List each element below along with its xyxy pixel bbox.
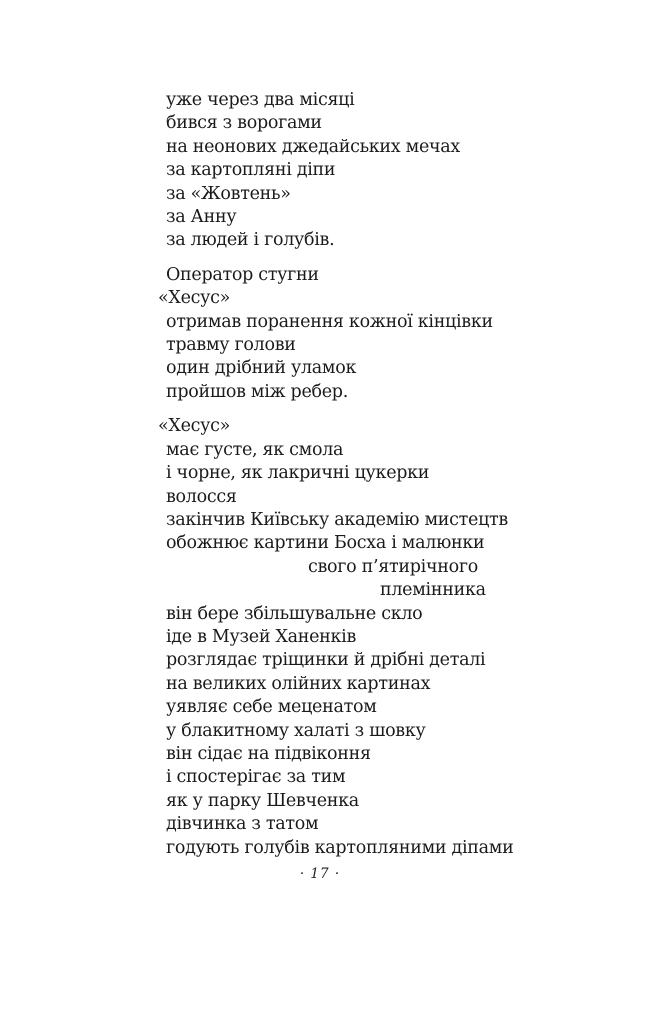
- poem-line: обожнює картини Босха і малюнки: [166, 533, 485, 554]
- poem-line: і чорне, як лакричні цукерки: [166, 463, 430, 484]
- poem-line: один дрібний уламок: [166, 358, 357, 379]
- poem-line: на неонових джедайських мечах: [166, 136, 460, 157]
- poem-line: свого п’ятирічного: [308, 556, 478, 577]
- stanza: [158, 264, 513, 404]
- poem-line: бився з ворогами: [166, 113, 322, 134]
- poem-line: уже через два місяці: [166, 90, 355, 110]
- poem-line: волосся: [166, 486, 237, 507]
- poem-line: на великих олійних картинах: [166, 673, 431, 694]
- poem-line: годують голубів картопляними діпами: [166, 837, 514, 858]
- poem-line: розглядає тріщинки й дрібні деталі: [166, 650, 486, 671]
- poem-line: «Хесус»: [158, 416, 231, 437]
- poem-line: уявляє себе меценатом: [166, 697, 377, 718]
- poem-line: за «Жовтень»: [166, 183, 291, 204]
- poem-line: дівчинка з татом: [166, 814, 319, 835]
- poem-line: закінчив Київську академію мистецтв: [166, 509, 508, 530]
- poem-line: племінника: [380, 580, 486, 601]
- poem-line: «Хесус»: [158, 288, 231, 309]
- poem-line: за людей і голубів.: [166, 230, 335, 251]
- poem-line: отримав поранення кожної кінцівки: [166, 311, 493, 332]
- poem-line: він бере збільшувальне скло: [166, 603, 423, 624]
- poem-line: як у парку Шевченка: [166, 790, 359, 811]
- poem-line: він сідає на підвіконня: [166, 743, 371, 764]
- poem-line: у блакитному халаті з шовку: [166, 720, 426, 741]
- poem-line: за картопляні діпи: [166, 160, 336, 181]
- poem-line: за Анну: [166, 207, 237, 228]
- poem-line: іде в Музей Ханенків: [166, 626, 357, 647]
- stanza: [166, 89, 513, 253]
- poem-line: пройшов між ребер.: [166, 381, 348, 402]
- stanza: [158, 415, 514, 860]
- poem-line: і спостерігає за тим: [166, 767, 346, 788]
- poem-line: має густе, як смола: [166, 439, 344, 460]
- page-number: · 17 ·: [299, 866, 341, 882]
- poem-line: травму голови: [166, 335, 296, 356]
- poem-line: Оператор стугни: [166, 264, 319, 285]
- poem: [158, 89, 514, 871]
